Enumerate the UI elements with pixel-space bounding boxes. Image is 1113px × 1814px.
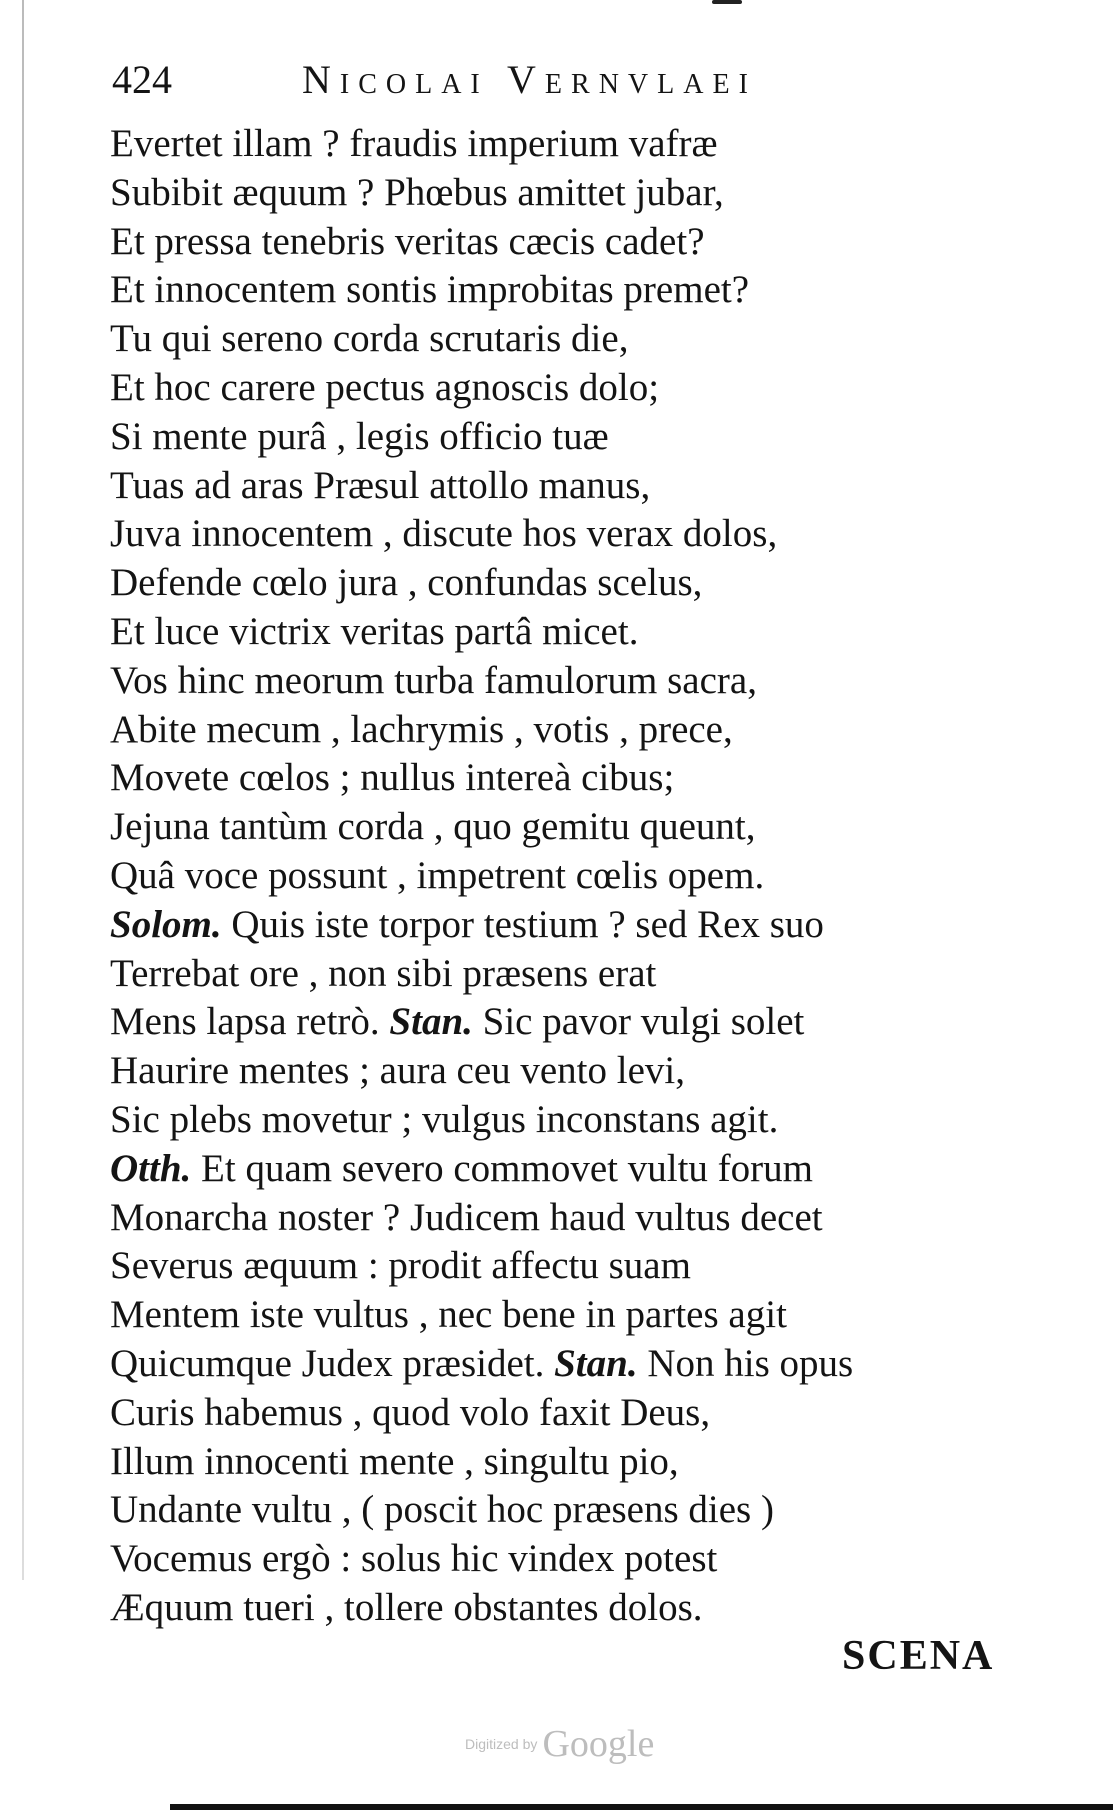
bottom-edge-shadow <box>170 1804 1113 1810</box>
speaker-label: Solom. <box>110 902 222 946</box>
verse-line <box>110 1145 1010 1194</box>
verse-line <box>110 266 1010 315</box>
verse-text: Æquum tueri , tollere obstantes dolos. <box>110 1585 703 1629</box>
verse-body <box>110 120 1010 1633</box>
verse-text: Subibit æquum ? Phœbus amittet jubar, <box>110 170 724 214</box>
digitization-watermark <box>465 1722 654 1766</box>
verse-text: Mentem iste vultus , nec bene in partes agit <box>110 1293 787 1337</box>
watermark-logo-text: Google <box>542 1723 655 1765</box>
verse-line <box>110 1291 1010 1340</box>
verse-text: Vocemus ergò : solus hic vindex potest <box>110 1537 718 1581</box>
verse-line <box>110 462 1010 511</box>
verse-text: Illum innocenti mente , singultu pio, <box>110 1439 679 1483</box>
watermark-prefix: Digitized by <box>465 1736 538 1752</box>
verse-line <box>110 413 1010 462</box>
verse-text: Quis iste torpor testium ? sed Rex suo <box>221 902 824 946</box>
verse-text: Juva innocentem , discute hos verax dolos, <box>110 512 778 556</box>
verse-line <box>110 803 1010 852</box>
verse-text: Movete cœlos ; nullus intereà cibus; <box>110 756 675 800</box>
verse-text: Terrebat ore , non sibi præsens erat <box>110 951 657 995</box>
verse-text: Defende cœlo jura , confundas scelus, <box>110 561 703 605</box>
verse-line <box>110 120 1010 169</box>
verse-text: Et pressa tenebris veritas cæcis cadet? <box>110 219 705 263</box>
verse-line <box>110 608 1010 657</box>
verse-line <box>110 1340 1010 1389</box>
verse-text: Evertet illam ? fraudis imperium vafræ <box>110 122 718 165</box>
verse-line <box>110 510 1010 559</box>
verse-line <box>110 950 1010 999</box>
verse-line <box>110 1535 1010 1584</box>
verse-text: Sic pavor vulgi solet <box>472 1000 805 1044</box>
page-number: 424 <box>112 57 172 102</box>
verse-text: Non his opus <box>637 1341 854 1385</box>
verse-text: Abite mecum , lachrymis , votis , prece, <box>110 707 733 751</box>
verse-line <box>110 364 1010 413</box>
verse-line <box>110 1389 1010 1438</box>
verse-text: Et luce victrix veritas partâ micet. <box>110 609 639 653</box>
verse-text: Quicumque Judex præsidet. <box>110 1341 555 1385</box>
verse-line <box>110 1438 1010 1487</box>
verse-line <box>110 901 1010 950</box>
verse-line <box>110 706 1010 755</box>
verse-line <box>110 169 1010 218</box>
verse-line <box>110 1584 1010 1633</box>
verse-line <box>110 218 1010 267</box>
speaker-label: Otth. <box>110 1146 192 1190</box>
verse-line <box>110 1242 1010 1291</box>
verse-line <box>110 1047 1010 1096</box>
verse-text: Et quam severo commovet vultu forum <box>191 1146 813 1190</box>
verse-line <box>110 315 1010 364</box>
binding-edge <box>22 0 24 1580</box>
verse-text: Tu qui sereno corda scrutaris die, <box>110 317 629 361</box>
page-top-mark <box>712 0 742 4</box>
verse-line <box>110 1486 1010 1535</box>
verse-text: Jejuna tantùm corda , quo gemitu queunt, <box>110 805 756 849</box>
verse-text: Haurire mentes ; aura ceu vento levi, <box>110 1049 686 1093</box>
verse-text: Vos hinc meorum turba famulorum sacra, <box>110 658 757 702</box>
running-title: Nicolai Vernvlaei <box>302 57 757 102</box>
speaker-label: Stan. <box>554 1341 638 1385</box>
verse-line <box>110 559 1010 608</box>
verse-text: Si mente purâ , legis officio tuæ <box>110 414 609 458</box>
verse-text: Mens lapsa retrò. <box>110 1000 390 1044</box>
verse-text: Undante vultu , ( poscit hoc præsens dies ) <box>110 1488 774 1532</box>
speaker-label: Stan. <box>389 1000 473 1044</box>
verse-text: Et hoc carere pectus agnoscis dolo; <box>110 365 660 409</box>
verse-text: Quâ voce possunt , impetrent cœlis opem. <box>110 853 765 897</box>
page-header <box>112 52 892 108</box>
verse-text: Monarcha noster ? Judicem haud vultus decet <box>110 1195 823 1239</box>
verse-line <box>110 852 1010 901</box>
verse-text: Curis habemus , quod volo faxit Deus, <box>110 1390 711 1434</box>
verse-line <box>110 998 1010 1047</box>
verse-text: Tuas ad aras Præsul attollo manus, <box>110 463 651 507</box>
verse-line <box>110 754 1010 803</box>
verse-text: Et innocentem sontis improbitas premet? <box>110 268 750 312</box>
catchword: SCENA <box>842 1633 995 1679</box>
verse-line <box>110 657 1010 706</box>
verse-line <box>110 1194 1010 1243</box>
verse-line <box>110 1096 1010 1145</box>
verse-text: Sic plebs movetur ; vulgus inconstans agit. <box>110 1097 779 1141</box>
verse-text: Severus æquum : prodit affectu suam <box>110 1244 691 1288</box>
